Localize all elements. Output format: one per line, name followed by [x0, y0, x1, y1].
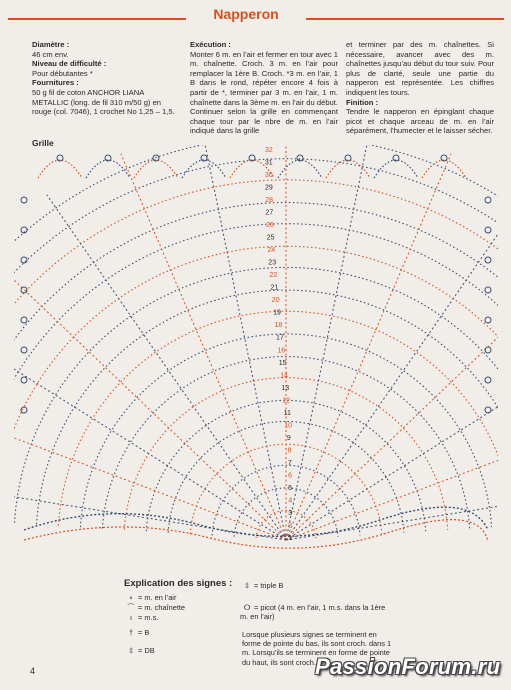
legend-triple: ‡ = triple B	[240, 581, 283, 590]
page-number: 4	[30, 666, 36, 676]
scallop-arch	[278, 160, 322, 178]
picot-icon	[201, 155, 207, 161]
scallop-arch	[326, 160, 370, 178]
round-number: 10	[284, 422, 292, 430]
supplies-label: Fournitures :	[32, 78, 79, 88]
picot-icon	[57, 155, 63, 161]
treble-crochet-icon: ‡	[128, 646, 134, 655]
round-number: 15	[278, 359, 287, 367]
round-number: 28	[265, 197, 273, 205]
picot-icon	[485, 227, 491, 233]
legend-slip: ⌒ = m. chaînette	[124, 603, 185, 612]
double-crochet-icon: †	[128, 628, 134, 637]
difficulty-label: Niveau de difficulté :	[32, 59, 107, 69]
round-number: 1	[288, 535, 292, 542]
bottom-chain-band	[24, 520, 488, 549]
picot-icon	[21, 347, 27, 353]
stitch-ray	[202, 129, 286, 541]
round-number: 2	[288, 522, 293, 530]
finishing-label: Finition :	[346, 97, 379, 107]
round-number: 8	[287, 447, 292, 455]
chain-stitch-icon: ∘	[128, 593, 134, 602]
legend-chain: ∘ = m. en l’air	[124, 593, 176, 602]
diameter-value: 46 cm env.	[32, 49, 69, 59]
scallop-arch	[86, 160, 130, 178]
round-number: 24	[267, 247, 276, 255]
picot-icon	[21, 257, 27, 263]
chain-arc-round	[0, 159, 511, 516]
stitch-ray	[286, 474, 511, 540]
single-crochet-icon: ı	[129, 613, 133, 622]
legend-tr: ‡ = DB	[124, 646, 155, 655]
round-number: 29	[265, 184, 273, 192]
picot-icon: ⵔ	[243, 603, 251, 612]
picot-icon	[105, 155, 111, 161]
stitch-ray	[47, 195, 286, 540]
chain-arc-round	[58, 311, 511, 526]
scallop-arch	[182, 160, 226, 178]
stitch-ray	[283, 392, 511, 540]
chain-arc-round	[0, 246, 511, 521]
scallop-arch	[38, 160, 82, 178]
round-number: 21	[270, 284, 279, 292]
diagram-label: Grille	[32, 138, 54, 148]
legend-note: Lorsque plusieurs signes se terminent en forme de pointe du bas, ils sont croch. dans 1 m. Lorsqu’ils se terminent en forme de pointe du haut, ils sont croch.	[242, 630, 392, 667]
picot-icon	[485, 197, 491, 203]
round-number: 32	[265, 147, 273, 154]
diameter-label: Diamètre :	[32, 40, 70, 49]
round-number: 14	[280, 372, 288, 380]
scallop-arch	[374, 160, 418, 178]
execution-continued: et terminer par des m. chaînettes. Si nécessaire, avancer avec des m. chaînettes jusqu’au début du tour suiv. Pour plus de clarté, seule une partie du napperon est représentée. Les chiffres indiquent les tours.	[346, 40, 494, 97]
legend-dc: † = B	[124, 628, 149, 637]
round-number: 31	[264, 159, 273, 167]
picot-icon	[21, 197, 27, 203]
chain-arc-round	[0, 136, 511, 515]
stitch-ray	[0, 250, 286, 540]
round-number: 23	[268, 259, 277, 267]
picot-icon	[21, 317, 27, 323]
picot-icon	[393, 155, 399, 161]
stitch-ray	[0, 317, 286, 541]
legend-sc: ı = m.s.	[124, 613, 158, 622]
round-number: 9	[286, 434, 291, 442]
round-number: 19	[273, 309, 281, 317]
watermark: PassionForum.ru	[315, 654, 501, 679]
chain-arc-round	[0, 180, 511, 518]
finishing-text: Tendre le napperon en épinglant chaque picot et chaque arceau de m. en l’air séparément, l’humecter et le laisser sécher.	[346, 107, 494, 136]
round-number: 20	[271, 297, 280, 305]
stitch-ray	[0, 392, 286, 540]
slip-stitch-icon: ⌒	[127, 603, 135, 612]
round-number: 4	[288, 497, 293, 505]
round-number: 22	[269, 272, 278, 280]
picot-icon	[485, 347, 491, 353]
round-number: 18	[274, 322, 283, 330]
round-number: 12	[282, 397, 291, 405]
round-number: 17	[276, 334, 284, 342]
stitch-ray	[121, 154, 286, 540]
round-number: 3	[288, 510, 293, 517]
difficulty-value: Pour débutantes *	[32, 68, 93, 78]
picot-icon	[485, 407, 491, 413]
round-number: 26	[266, 222, 274, 230]
picot-icon	[485, 377, 491, 383]
picot-icon	[441, 155, 447, 161]
triple-treble-icon: ‡	[244, 581, 250, 590]
legend-picot: ⵔ = picot (4 m. en l’air, 1 m.s. dans la 1ère m. en l’air)	[240, 603, 386, 621]
round-number: 13	[281, 384, 290, 392]
execution-text: Monter 6 m. en l’air et fermer en tour avec 1 m. chaînette. Croch. 3 m. en l’air pour remplacer la 1ère B. Croch. *3 m. en l’air, 1 B dans le rond, répéter encore 4 fois à partir de *, terminer par 3 m. en l’air, 1 m. chaînette dans la 3ème m. en l’air du début. Continuer selon la grille en commençant chaque tour par le nbre de m. en l’air indiqué dans la grille	[190, 49, 338, 136]
picot-icon	[297, 155, 303, 161]
picot-icon	[485, 317, 491, 323]
execution-label: Exécution :	[190, 40, 231, 49]
round-number: 11	[283, 409, 291, 417]
picot-icon	[21, 377, 27, 383]
picot-icon	[345, 155, 351, 161]
round-number: 25	[266, 234, 275, 242]
picot-icon	[21, 407, 27, 413]
page-title: Napperon	[213, 6, 279, 22]
supplies-value: 50 g fil de coton ANCHOR LIANA METALLIC (long. de fil 310 m/50 g) en rouge (col. 7046), 1 crochet No 1,25 – 1,5.	[32, 87, 175, 117]
round-number: 16	[277, 347, 286, 355]
round-number: 7	[287, 459, 292, 467]
round-number: 27	[265, 209, 274, 217]
legend-title: Explication des signes :	[124, 578, 233, 589]
round-number: 5	[288, 484, 293, 492]
round-number: 6	[288, 472, 293, 480]
round-number: 30	[264, 172, 273, 179]
picot-icon	[485, 287, 491, 293]
picot-icon	[485, 257, 491, 263]
